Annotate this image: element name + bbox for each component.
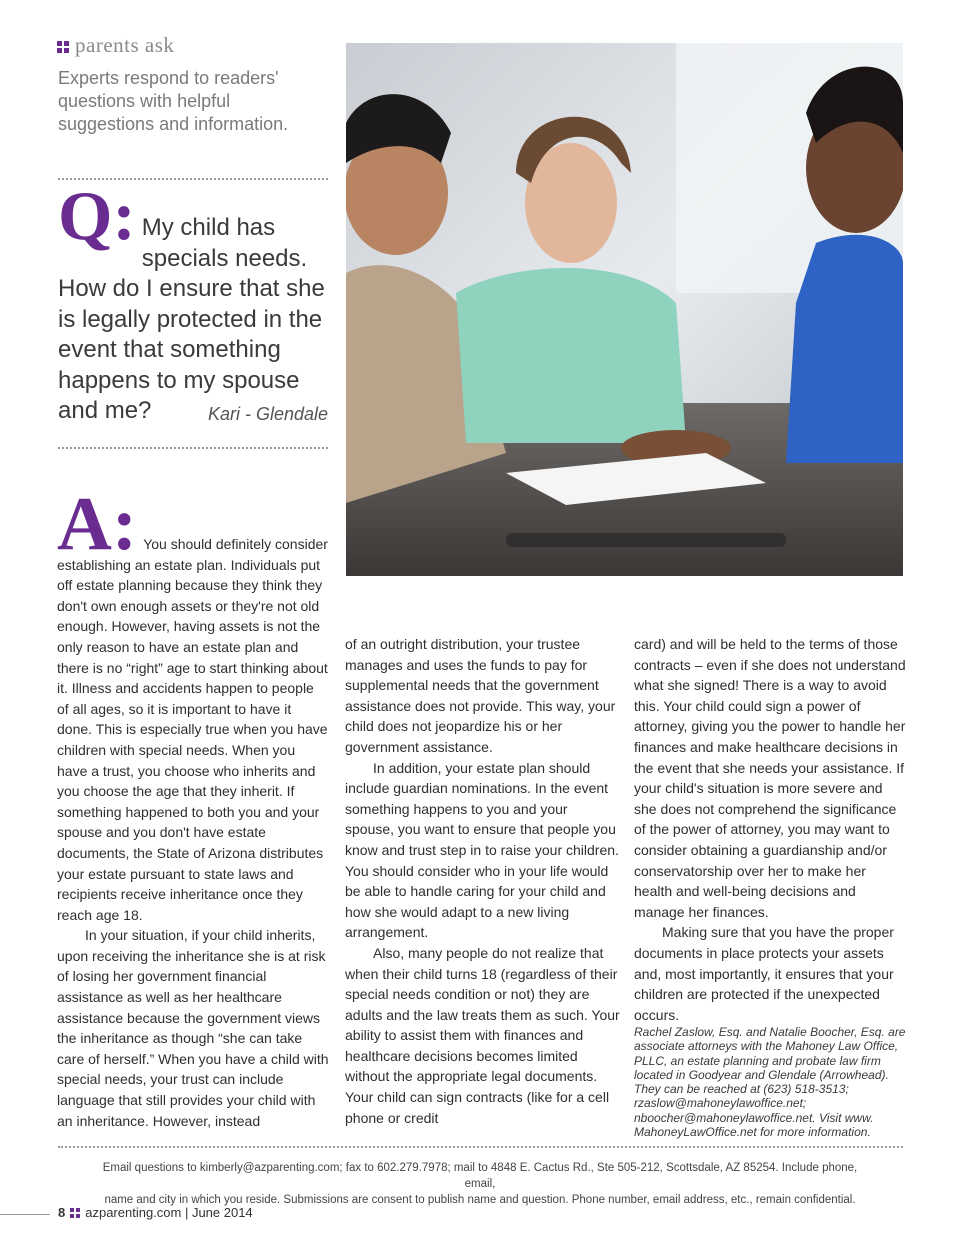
consultation-photo bbox=[346, 43, 903, 576]
page-number: 8 bbox=[58, 1205, 66, 1220]
section-name: parents ask bbox=[75, 33, 175, 57]
section-tag bbox=[57, 33, 174, 58]
answer-paragraph: card) and will be held to the terms of those contracts – even if she does not understand what she signed! There is a way to avoid this. Your child could sign a power of attorney, giving you the power to handle her finances and make healthcare decisions in the event that she needs your assistance. If your child's situation is more severe and she does not comprehend the significance of the power of attorney, you may want to consider obtaining a guardianship and/or conservatorship over her to make her health and well-being decisions and manage her finances. bbox=[634, 636, 906, 920]
answer-paragraph: Making sure that you have the proper documents in place protects your assets and, most importantly, it ensures that your children are protected if the unexpected occurs. bbox=[634, 924, 894, 1023]
squares-icon bbox=[70, 1208, 80, 1218]
squares-icon bbox=[57, 41, 69, 53]
answer-paragraph: of an outright distribution, your trustee manages and uses the funds to pay for supplemental needs that the government assistance does not provide. This way, your child does not jeopardize his or her government assistance. bbox=[345, 636, 616, 755]
submission-note-line: name and city in which you reside. Submissions are consent to publish name and question. Phone number, email address, etc., remain confidential. bbox=[104, 1194, 856, 1206]
answer-column-2 bbox=[345, 634, 620, 1128]
answer-column-1 bbox=[57, 482, 329, 1131]
submission-note bbox=[100, 1160, 860, 1208]
answer-letter: A: bbox=[57, 482, 138, 566]
answer-paragraph: In your situation, if your child inherits, upon receiving the inheritance she is at risk of losing her government financial assistance as well as her healthcare assistance because the government views the inheritance as though “she can take care of herself.” When you have a child with special needs, your trust can include language that still provides your child with an inheritance. However, instead bbox=[57, 927, 329, 1129]
divider-bottom bbox=[58, 1146, 903, 1148]
publication-line: azparenting.com | June 2014 bbox=[85, 1205, 253, 1220]
answer-first-line: You should definitely consider bbox=[143, 536, 328, 552]
question-block bbox=[58, 178, 330, 427]
answer-paragraph: establishing an estate plan. Individuals put off estate planning because they think they don't own enough assets or they're not old enough. However, having assets is not the only reason to have an estate plan and there is no “right” age to start thinking about it. Illness and accidents happen to people of all ages, so it is important to have it done. This is especially true when you have children with special needs. When you have a trust, you choose who inherits and you choose the age that they inherit. If something happened to both you and your spouse and you don't have estate documents, the State of Arizona distributes your estate pursuant to state laws and recipients receive inheritance once they reach age 18. bbox=[57, 556, 328, 923]
question-text: specials needs. How do I ensure that she is legally protected in the event that something happens to my spouse and me? bbox=[58, 244, 325, 424]
intro-text: Experts respond to readers' questions with helpful suggestions and information. bbox=[58, 68, 289, 134]
submission-note-line: Email questions to kimberly@azparenting.com; fax to 602.279.7978; mail to 4848 E. Cactus Rd., Ste 505-212, Scottsdale, AZ 85254. Include phone, email, bbox=[102, 1162, 858, 1190]
answer-paragraph: In addition, your estate plan should include guardian nominations. In the event something happens to you and your spouse, you want to ensure that people you know and trust step in to raise your children. You should consider who in your life would be able to handle caring for your child and how she would adapt to a new living arrangement. bbox=[345, 759, 619, 941]
answer-paragraph: Also, many people do not realize that when their child turns 18 (regardless of their special needs condition or not) they are adults and the law treats them as such. Your ability to assist them with finances and healthcare decisions becomes limited without the appropriate legal documents. Your child can sign contracts (like for a cell phone or credit bbox=[345, 944, 620, 1126]
question-author: Kari - Glendale bbox=[207, 404, 328, 424]
folio bbox=[58, 1205, 253, 1220]
answer-column-3 bbox=[634, 634, 906, 1139]
folio-rule bbox=[0, 1214, 50, 1215]
question-letter: Q: bbox=[58, 178, 136, 255]
question-first-line: My child has bbox=[141, 214, 276, 241]
author-bio: Rachel Zaslow, Esq. and Natalie Boocher, Esq. are associate attorneys with the Mahoney Law Office, PLLC, an estate planning and probate law firm located in Goodyear and Glendale (Arrowhead). They can be reached at (623) 518-3513; rzaslow@mahoneylawoffice.net; nboocher@mahoneylawoffice.net. Visit www. MahoneyLawOffice.net for more information. bbox=[634, 1025, 906, 1139]
divider-middle bbox=[58, 447, 328, 449]
